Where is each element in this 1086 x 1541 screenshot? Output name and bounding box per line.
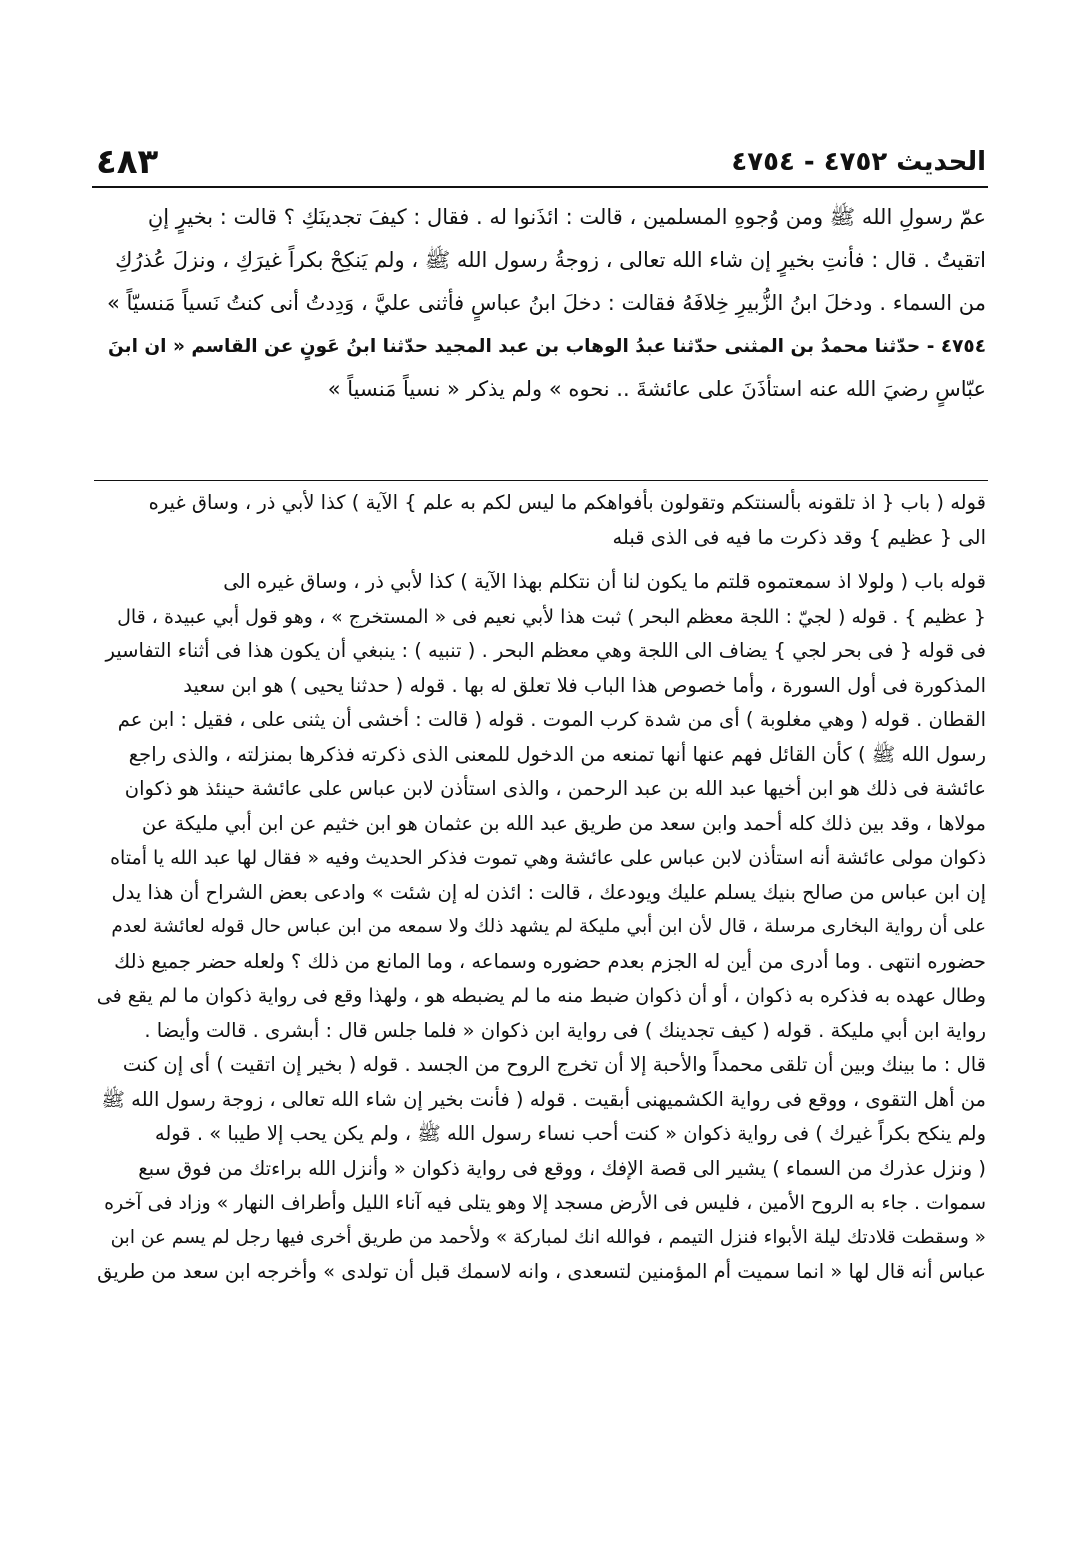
hadith-line: من السماء . ودخلَ ابنُ الزُّبيرِ خِلافَهُ فقالت : دخلَ ابنُ عباسٍ فأثنى عليَّ ، وَدِدتُ أنى كنتُ نَسياً مَنسيّاً » [106,291,986,315]
commentary-line: القطان . قوله ( وهي مغلوبة ) أى من شدة كرب الموت . قوله ( قالت : أخشى أن يثنى على ، فقيل : ابن عم [117,708,986,731]
commentary-line: ولم ينكح بكراً غيرك ) فى رواية ذكوان « كنت أحب نساء رسول الله ﷺ ، ولم يكن يحب إلا طيبا » . قوله [154,1122,986,1145]
running-head: الحديث ٤٧٥٢ - ٤٧٥٤ [731,147,986,177]
paragraph-gap [96,555,986,565]
commentary-line: مولاها ، وقد بين ذلك كله أحمد وابن سعد من طريق عبد الله بن عثمان هو ابن خثيم عن ابن أبي مليكة عن [141,811,986,835]
hadith-line-numbered: ٤٧٥٤ - حدّثنا محمدُ بن المثنى حدّثنا عبدُ الوهاب بن عبد المجيد حدّثنا ابنُ عَونٍ عن القاسم « ان ابنَ [108,336,986,357]
commentary-line: قوله باب ( ولولا اذ سمعتموه قلتم ما يكون لنا أن نتكلم بهذا الآية ) كذا لأبي ذر ، وساق غيره الى [223,570,986,593]
commentary-line: رسول الله ﷺ ) كأن القائل فهم عنها أنها تمنعه من الدخول للمعنى الذى ذكرته فذكرها بمنزلته ، والذى راجع [128,742,986,766]
hadith-line: عبّاسٍ رضيَ الله عنه استأذَنَ على عائشةَ .. نحوه » ولم يذكر « نسياً مَنسياً » [327,377,986,401]
commentary-line: ذكوان مولى عائشة أنه استأذن لابن عباس على عائشة وهي تموت فذكر الحديث وفيه « فقال لها عبد الله يا أمتاه [110,847,986,869]
commentary-line: رواية ابن أبي مليكة . قوله ( كيف تجدينك ) فى رواية ابن ذكوان « فلما جلس قال : أبشرى . قالت وأيضا . [144,1018,986,1042]
commentary-line: فى قوله { فى بحر لجي } يضاف الى اللجة وهي معظم البحر . ( تنبيه ) : ينبغي أن يكون هذا فى أثناء التفاسير [105,639,986,662]
hadith-text [96,196,986,411]
commentary-line: قوله ( باب { اذ تلقونه بألسنتكم وتقولون بأفواهكم ما ليس لكم به علم } الآية ) كذا لأبي ذر ، وساق غيره [148,491,986,514]
page-header [96,140,986,184]
commentary-text [96,486,986,1290]
commentary-line: قال : ما بينك وبين أن تلقى محمداً والأحبة إلا أن تخرج الروح من الجسد . قوله ( بخير إن اتقيت ) أى إن كنت [122,1053,986,1076]
commentary-line: ( ونزل عذرك من السماء ) يشير الى قصة الإفك ، ووقع فى رواية ذكوان « وأنزل الله براءتك من فوق سبع [138,1156,986,1180]
commentary-line: عائشة فى ذلك هو ابن أخيها عبد الله بن عبد الرحمن ، والذى استأذن لابن عباس على عائشة حينئذ هو ذكوان [124,777,986,800]
commentary-line: سموات . جاء به الروح الأمين ، فليس فى الأرض مسجد إلا وهو يتلى فيه آناء الليل وأطراف النهار » وزاد فى آخره [104,1192,986,1214]
commentary-line: إن ابن عباس من صالح بنيك يسلم عليك ويودعك ، قالت : ائذن له إن شئت » وادعى بعض الشراح أن هذا يدل [111,880,986,904]
commentary-line: الى { عظيم } وقد ذكرت ما فيه فى الذى قبله [612,525,986,549]
commentary-line: { عظيم } . قوله ( لجيّ : اللجة معظم البحر ) ثبت هذا لأبي نعيم فى « المستخرج » ، وهو قول أبي عبيدة ، قال [117,605,986,628]
page-number: ٤٨٣ [96,142,159,182]
commentary-line: عباس أنه قال لها « انما سميت أم المؤمنين لتسعدى ، وانه لاسمك قبل أن تولدى » وأخرجه ابن سعد من طريق [97,1260,986,1283]
hadith-line: عمّ رسولِ الله ﷺ ومن وُجوهِ المسلمين ، قالت : ائذَنوا له . فقال : كيفَ تجدينَكِ ؟ قالت : بخيرٍ إنِ [147,205,986,229]
commentary-line: من أهل التقوى ، ووقع فى رواية الكشميهنى أبقيت . قوله ( فأنت بخير إن شاء الله تعالى ، زوجة رسول الله ﷺ [101,1087,986,1111]
hadith-line: اتقيتُ . قال : فأنتِ بخيرٍ إن شاء الله تعالى ، زوجةُ رسول الله ﷺ ، ولم يَنكِحْ بكراً غيرَكِ ، ونزلَ عُذرُكِ [115,248,986,272]
commentary-line: « وسقطت قلادتك ليلة الأبواء فنزل التيمم ، فوالله انك لمباركة » ولأحمد من طريق أخرى فيها رجل لم يسم عن ابن [110,1226,986,1248]
commentary-line: على أن رواية البخارى مرسلة ، قال لأن ابن أبي مليكة لم يشهد ذلك ولا سمعه من ابن عباس حال قوله لعائشة لعدم [111,916,986,937]
header-rule [92,186,988,188]
section-divider [94,480,988,481]
commentary-line: المذكورة فى أول السورة ، وأما خصوص هذا الباب فلا تعلق له بها . قوله ( حدثنا يحيى ) هو ابن سعيد [183,673,986,697]
commentary-line: وطال عهده به فذكره به ذكوان ، أو أن ذكوان ضبط منه ما لم يضبطه هو ، ولهذا وقع فى رواية ذكوان ما لم يقع فى [96,985,986,1007]
commentary-line: حضوره انتهى . وما أدرى من أين له الجزم بعدم حضوره وسماعه ، وما المانع من ذلك ؟ ولعله حضر جميع ذلك [114,949,986,973]
